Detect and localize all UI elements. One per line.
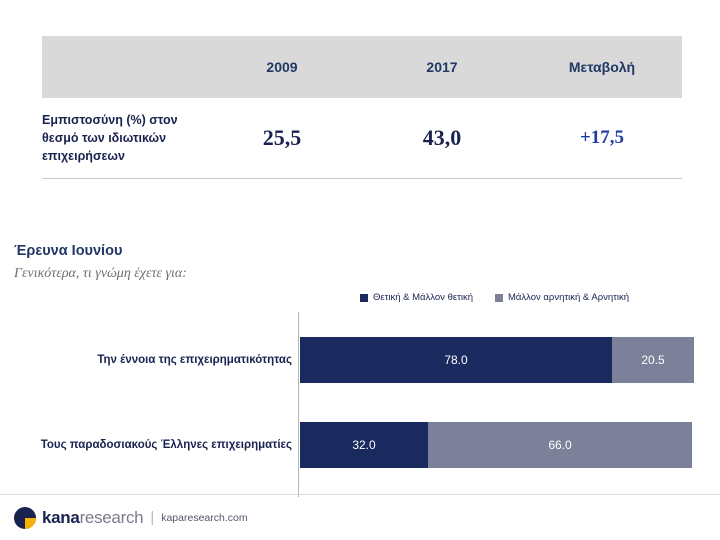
table-header-cell-2017: 2017 (362, 36, 522, 98)
chart-bar-group (300, 337, 694, 383)
table-cell-2017: 43,0 (362, 98, 522, 179)
comparison-table (42, 36, 682, 179)
logo-text-primary: kana (42, 507, 80, 527)
table-row-label: Εμπιστοσύνη (%) στον θεσμό των ιδιωτικών επιχειρήσεων (42, 98, 202, 179)
legend-label-positive: Θετική & Μάλλον θετική (373, 292, 473, 303)
table-header-cell-change: Μεταβολή (522, 36, 682, 98)
section-subtitle: Γενικότερα, τι γνώμη έχετε για: (14, 266, 187, 281)
chart-bar-group (300, 422, 692, 468)
comparison-table-container (42, 36, 682, 179)
table-body (42, 98, 682, 179)
legend-swatch-icon (360, 294, 368, 302)
chart-category-label: Την έννοια της επιχειρηματικότητας (97, 354, 292, 366)
chart-category-label: Τους παραδοσιακούς Έλληνες επιχειρηματίες (40, 439, 292, 451)
chart-bar-segment-positive: 78.0 (300, 337, 612, 383)
footer-url: kaparesearch.com (161, 511, 248, 524)
legend-label-negative: Μάλλον αρνητική & Αρνητική (508, 292, 630, 303)
table-head (42, 36, 682, 98)
logo-text-secondary: research (79, 507, 144, 527)
logo-divider: | (150, 509, 155, 526)
kapa-logo-icon (14, 507, 36, 529)
footer-bar (0, 494, 720, 540)
section-title: Έρευνα Ιουνίου (14, 243, 123, 259)
chart-bar-segment-negative: 20.5 (612, 337, 694, 383)
table-header-cell-empty (42, 36, 202, 98)
chart-bar-segment-positive: 32.0 (300, 422, 428, 468)
legend-swatch-icon (495, 294, 503, 302)
legend-item-negative (495, 292, 629, 303)
table-cell-2009: 25,5 (202, 98, 362, 179)
table-header-row (42, 36, 682, 98)
table-cell-change: +17,5 (522, 98, 682, 179)
table-row (42, 98, 682, 179)
legend-item-positive (360, 292, 473, 303)
chart-bar-row (0, 337, 720, 383)
chart-legend (360, 292, 629, 303)
chart-bar-segment-negative: 66.0 (428, 422, 692, 468)
chart-bar-row (0, 422, 720, 468)
stacked-bar-chart (0, 312, 720, 497)
table-header-cell-2009: 2009 (202, 36, 362, 98)
